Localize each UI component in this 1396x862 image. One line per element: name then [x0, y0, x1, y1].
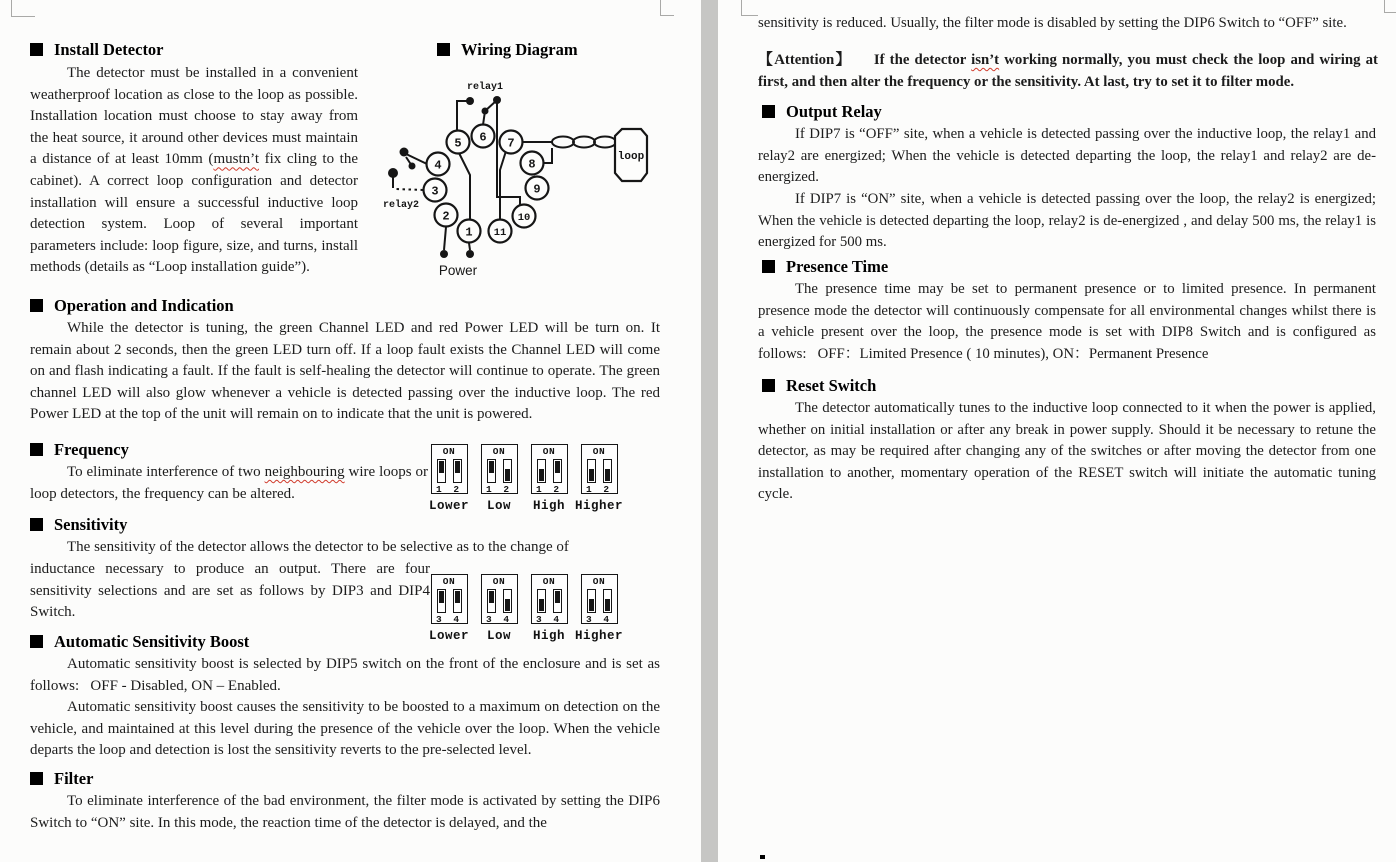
dip-switch-2-off [603, 459, 612, 483]
section-bullet-icon [30, 635, 43, 648]
dip-on-label: ON [492, 446, 506, 457]
section-bullet-icon [30, 43, 43, 56]
section-heading-operation [30, 296, 234, 316]
auto-boost-paragraph-2: Automatic sensitivity boost causes the sensitivity to be boosted to a maximum on detection on the vehicle, and maintained at this level during the presence of the vehicle over the loop. When the vehicle departs the loop and detection is lost the sensitivity reverts to the pre-selected level. [30, 699, 660, 759]
section-bullet-icon [762, 260, 775, 273]
dip-option-higher [574, 574, 624, 643]
margin-corner-mark [1384, 0, 1385, 12]
section-heading-output-relay [762, 102, 882, 122]
paragraph-text: fix cling to the cabinet). A correct loop configuration and detector installation will ensure a successful inductive loop detection system. Loop of several important parameters include: loop figure, size, and turns, install methods (details as “Loop installation guide”). [30, 151, 358, 276]
section-title: Presence Time [786, 257, 889, 276]
dip-box [531, 574, 568, 624]
pin-7: 7 [507, 136, 515, 151]
section-title: Reset Switch [786, 376, 877, 395]
paragraph-text: To eliminate interference of two [67, 464, 265, 480]
dip-switch-3-off [537, 589, 546, 613]
loop-label: loop [617, 151, 645, 163]
dip-box [431, 574, 468, 624]
dip-on-label: ON [542, 576, 556, 587]
margin-corner-mark [11, 16, 35, 17]
margin-corner-mark [660, 0, 661, 15]
document-page-right [718, 0, 1396, 862]
clipped-text-fragment [760, 855, 765, 859]
filter-continuation-paragraph: sensitivity is reduced. Usually, the filter mode is disabled by setting the DIP6 Switch to “OFF” site. [758, 15, 1347, 31]
dip-pin-numbers: 1 2 [485, 484, 513, 495]
dip-switch-1-on [437, 459, 446, 483]
page-gap-divider [701, 0, 718, 862]
section-heading-sensitivity [30, 515, 127, 535]
dip-option-label: High [532, 629, 565, 643]
dip-option-label: Lower [428, 629, 469, 643]
section-bullet-icon [762, 105, 775, 118]
dip-switch-1-off [587, 459, 596, 483]
dip-figure-frequency [424, 444, 624, 513]
filter-paragraph: To eliminate interference of the bad environment, the filter mode is activated by setting the DIP6 Switch to “ON” site. In this mode, the reaction time of the detector is delayed, and the [30, 793, 660, 831]
misspelled-word: isn’t [971, 52, 1000, 68]
wiring-diagram [360, 78, 660, 293]
dip-pin-numbers: 3 4 [535, 614, 563, 625]
dip-pin-numbers: 1 2 [535, 484, 563, 495]
dip-option-high [524, 574, 574, 643]
install-detector-paragraph [30, 63, 358, 279]
loop-coil [552, 137, 616, 148]
power-label: Power [438, 263, 478, 278]
dip-pin-numbers: 1 2 [435, 484, 463, 495]
dip-switch-4-on [553, 589, 562, 613]
pin-3: 3 [431, 184, 439, 199]
margin-corner-mark [741, 0, 742, 15]
section-heading-auto-boost [30, 632, 249, 652]
relay1-label: relay1 [466, 82, 504, 93]
paragraph-text: The detector must be installed in a convenient weatherproof location as close to the loop as possible. Installation location must choose to stay away from the heat source, it around other devices must maintain a distance of at least 10mm ( [30, 65, 358, 168]
dip-on-label: ON [592, 446, 606, 457]
margin-corner-mark [11, 0, 12, 16]
dip-on-label: ON [442, 576, 456, 587]
dip-figure-sensitivity [424, 574, 624, 643]
dip-pin-numbers: 3 4 [485, 614, 513, 625]
dip-option-label: Low [486, 499, 511, 513]
pin-5: 5 [454, 136, 462, 151]
section-heading-reset-switch [762, 376, 876, 396]
pin-6: 6 [479, 130, 487, 145]
dip-box [531, 444, 568, 494]
dip-option-label: Higher [574, 499, 623, 513]
pin-8: 8 [528, 157, 536, 172]
pin-9: 9 [533, 182, 541, 197]
section-bullet-icon [30, 518, 43, 531]
output-relay-paragraph-2: If DIP7 is “ON” site, when a vehicle is detected passing over the loop, the relay2 is energized; When the vehicle is detected departing the loop, relay2 is de-energized , and delay 500 ms, the relay1 is energized for 500 ms. [758, 191, 1376, 250]
dip-switch-1-off [537, 459, 546, 483]
dip-pin-numbers: 3 4 [585, 614, 613, 625]
section-title: Operation and Indication [54, 296, 234, 315]
section-title: Sensitivity [54, 515, 128, 534]
dip-switch-2-off [503, 459, 512, 483]
margin-corner-mark [660, 15, 674, 16]
attention-paragraph [758, 50, 1378, 93]
auto-boost-paragraph-1: Automatic sensitivity boost is selected by DIP5 switch on the front of the enclosure and is set as follows: OFF - Disabled, ON – Enabled. [30, 656, 660, 694]
section-heading-install-detector [30, 40, 164, 60]
output-relay-paragraph-1: If DIP7 is “OFF” site, when a vehicle is detected passing over the inductive loop, the relay1 and relay2 are energized; When the vehicle is detected departing the loop, the relay1 and relay2 are de-energized. [758, 126, 1376, 185]
section-heading-presence-time [762, 257, 888, 277]
dip-box [481, 574, 518, 624]
section-bullet-icon [762, 379, 775, 392]
dip-box [481, 444, 518, 494]
relay2-label: relay2 [382, 200, 420, 211]
section-title: Wiring Diagram [461, 40, 578, 59]
section-title: Output Relay [786, 102, 882, 121]
pin-11: 11 [493, 227, 507, 239]
operation-paragraph: While the detector is tuning, the green Channel LED and red Power LED will be turn on. It remain about 2 seconds, then the green LED turn off. If a loop fault exists the Channel LED will come on and flash indicating a fault. If the fault is self-healing the detector will continue to operate. The green channel LED will also glow whenever a vehicle is detected passing over the inductive loop. The red Power LED at the top of the unit will remain on to indicate that the unit is powered. [30, 320, 660, 423]
dip-option-label: Higher [574, 629, 623, 643]
dip-switch-3-on [487, 589, 496, 613]
dip-box [581, 444, 618, 494]
margin-corner-mark [741, 15, 758, 16]
section-bullet-icon [30, 772, 43, 785]
misspelled-word: mustn’t [213, 151, 260, 168]
dip-switch-4-on [453, 589, 462, 613]
dip-pin-numbers: 1 2 [585, 484, 613, 495]
section-heading-wiring-diagram [437, 40, 578, 60]
frequency-paragraph [30, 462, 428, 505]
paragraph-text: working normally, you must check the loop and wiring at first, and then alter the frequency or the sensitivity. At last, try to set it to filter mode. [758, 52, 1378, 90]
pin-10: 10 [517, 212, 531, 224]
presence-time-paragraph: The presence time may be set to permanent presence or to limited presence. In permanent presence mode the detector will continuously compensate for all environmental changes whilst there is a vehicle present over the loop, the presence mode is set with DIP8 Switch and is configured as follows: OFF：Limited Presence ( 10 minutes), ON：Permanent Presence [758, 281, 1376, 362]
section-bullet-icon [30, 299, 43, 312]
dip-switch-3-on [437, 589, 446, 613]
dip-option-label: High [532, 499, 565, 513]
dip-option-high [524, 444, 574, 513]
section-title: Frequency [54, 440, 129, 459]
dip-switch-4-off [603, 589, 612, 613]
dip-option-label: Low [486, 629, 511, 643]
section-title: Automatic Sensitivity Boost [54, 632, 250, 651]
sensitivity-paragraph-line1: The sensitivity of the detector allows the detector to be selective as to the change of [67, 539, 569, 555]
paragraph-text: wire loops or loop detectors, the frequency can be altered. [30, 464, 429, 502]
reset-switch-paragraph: The detector automatically tunes to the inductive loop connected to it when the power is applied, whether on initial installation or after any break in power supply. Should it be necessary to retune the detector, as may be required after changing any of the switches or after moving the detector from one installation to another, momentary operation of the RESET switch will initiate the automatic tuning cycle. [758, 400, 1376, 502]
dip-option-label: Lower [428, 499, 469, 513]
dip-option-lower [424, 444, 474, 513]
dip-box [431, 444, 468, 494]
section-heading-filter [30, 769, 93, 789]
pin-4: 4 [434, 158, 442, 173]
section-bullet-icon [30, 443, 43, 456]
dip-on-label: ON [542, 446, 556, 457]
dip-on-label: ON [592, 576, 606, 587]
misspelled-word: neighbouring [264, 464, 345, 480]
section-title: Install Detector [54, 40, 164, 59]
dip-switch-2-on [453, 459, 462, 483]
attention-bracket: 【Attention】 [758, 52, 852, 68]
dip-on-label: ON [492, 576, 506, 587]
dip-box [581, 574, 618, 624]
dip-option-low [474, 444, 524, 513]
section-bullet-icon [437, 43, 450, 56]
dip-option-higher [574, 444, 624, 513]
dip-switch-2-on [553, 459, 562, 483]
dip-switch-1-on [487, 459, 496, 483]
sensitivity-paragraph-rest: inductance necessary to produce an output. There are four sensitivity selections and are set as follows by DIP3 and DIP4 Switch. [30, 561, 430, 621]
pin-1: 1 [465, 225, 473, 240]
dip-on-label: ON [442, 446, 456, 457]
dip-option-lower [424, 574, 474, 643]
pin-2: 2 [442, 209, 450, 224]
section-title: Filter [54, 769, 94, 788]
dip-option-low [474, 574, 524, 643]
section-heading-frequency [30, 440, 129, 460]
dip-switch-3-off [587, 589, 596, 613]
dip-pin-numbers: 3 4 [435, 614, 463, 625]
dip-switch-4-off [503, 589, 512, 613]
paragraph-text: If the detector [873, 52, 972, 68]
margin-corner-mark [1384, 12, 1396, 13]
